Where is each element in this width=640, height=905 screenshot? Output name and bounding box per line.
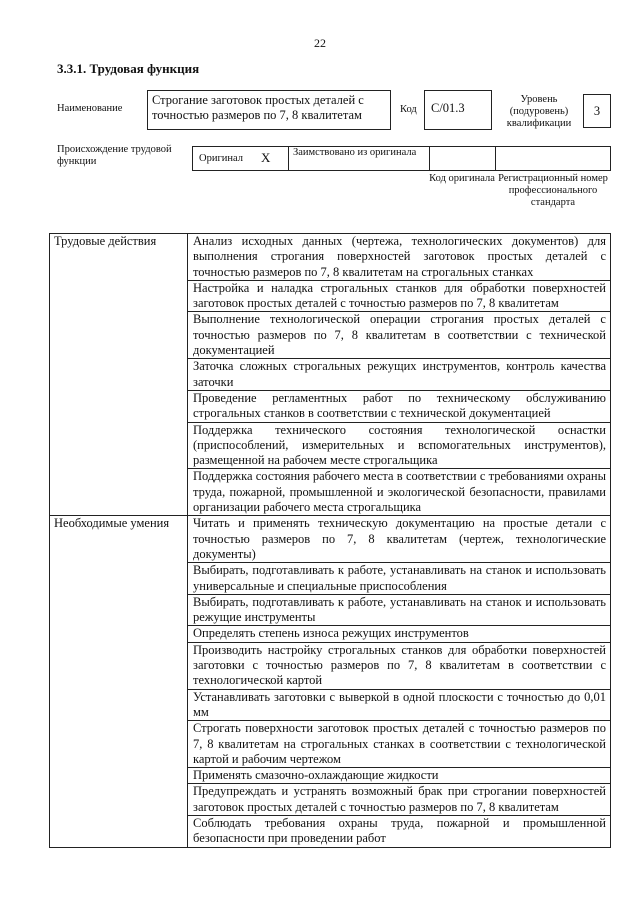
section-label: Трудовые действия: [50, 234, 188, 516]
table-row: [50, 516, 611, 563]
reg-number-cell: [496, 147, 610, 170]
item-text: Заточка сложных строгальных режущих инструментов, контроль качества заточки: [188, 359, 611, 391]
item-text: Настройка и наладка строгальных станков для обработки поверхностей заготовок простых деталей с точностью размеров по 7, 8 квалитетам: [188, 280, 611, 312]
code-original-cell: [430, 147, 496, 170]
name-label: Наименование: [57, 103, 123, 114]
borrowed-label: Заимствовано из оригинала: [293, 147, 417, 158]
page-number: 22: [314, 36, 326, 50]
item-text: Соблюдать требования охраны труда, пожарной и промышленной безопасности при проведении работ: [188, 815, 611, 847]
item-text: Выбирать, подготавливать к работе, устанавливать на станок и использовать универсальные и специальные приспособления: [188, 563, 611, 595]
original-label: Оригинал: [199, 153, 243, 164]
original-mark: X: [261, 150, 271, 165]
labor-function-table: [49, 233, 611, 848]
table-row: [50, 234, 611, 281]
function-name-box: Строгание заготовок простых деталей с точностью размеров по 7, 8 квалитетам: [147, 90, 391, 130]
reg-number-label: Регистрационный номер профессионального стандарта: [498, 173, 608, 208]
level-label: Уровень (подуровень) квалификации: [506, 94, 572, 129]
item-text: Анализ исходных данных (чертежа, технологических документов) для выполнения строгания поверхностей заготовок простых деталей с точностью размеров по 7, 8 квалитетам на строгальных станках: [188, 234, 611, 281]
item-text: Проведение регламентных работ по техническому обслуживанию строгальных станков в соответствии с технической документацией: [188, 390, 611, 422]
item-text: Строгать поверхности заготовок простых деталей с точностью размеров по 7, 8 квалитетам на строгальных станках в соответствии с технологической картой и рабочим чертежом: [188, 721, 611, 768]
section-label: Необходимые умения: [50, 516, 188, 847]
item-text: Поддержка технического состояния технологической оснастки (приспособлений, измерительных и вспомогательных инструментов), размещенной на рабочем месте строгальщика: [188, 422, 611, 469]
origin-label: Происхождение трудовой функции: [57, 144, 172, 167]
code-label: Код: [400, 104, 417, 115]
item-text: Предупреждать и устранять возможный брак при строгании поверхностей заготовок простых деталей с точностью размеров по 7, 8 квалитетам: [188, 784, 611, 816]
function-code-box: C/01.3: [424, 90, 492, 130]
borrowed-cell: [289, 147, 430, 170]
item-text: Выбирать, подготавливать к работе, устанавливать на станок и использовать режущие инструменты: [188, 594, 611, 626]
section-title: 3.3.1. Трудовая функция: [57, 61, 200, 76]
item-text: Поддержка состояния рабочего места в соответствии с требованиями охраны труда, пожарной, промышленной и экологической безопасности, правилами организации рабочего места строгальщика: [188, 469, 611, 516]
item-text: Выполнение технологической операции строгания простых деталей с точностью размеров по 7, 8 квалитетам в соответствии с технической документацией: [188, 312, 611, 359]
code-original-label: Код оригинала: [429, 173, 495, 184]
original-cell: [193, 147, 289, 170]
item-text: Применять смазочно-охлаждающие жидкости: [188, 768, 611, 784]
item-text: Читать и применять техническую документацию на простые детали с точностью размеров по 7, 8 квалитетам (чертеж, технологические документы): [188, 516, 611, 563]
item-text: Устанавливать заготовки с выверкой в одной плоскости с точностью до 0,01 мм: [188, 689, 611, 721]
origin-row: [192, 146, 611, 171]
item-text: Производить настройку строгальных станков для обработки поверхностей заготовки с точностью размеров по 7, 8 квалитетам в соответствии с технологической картой: [188, 642, 611, 689]
level-box: 3: [583, 94, 611, 128]
item-text: Определять степень износа режущих инструментов: [188, 626, 611, 642]
